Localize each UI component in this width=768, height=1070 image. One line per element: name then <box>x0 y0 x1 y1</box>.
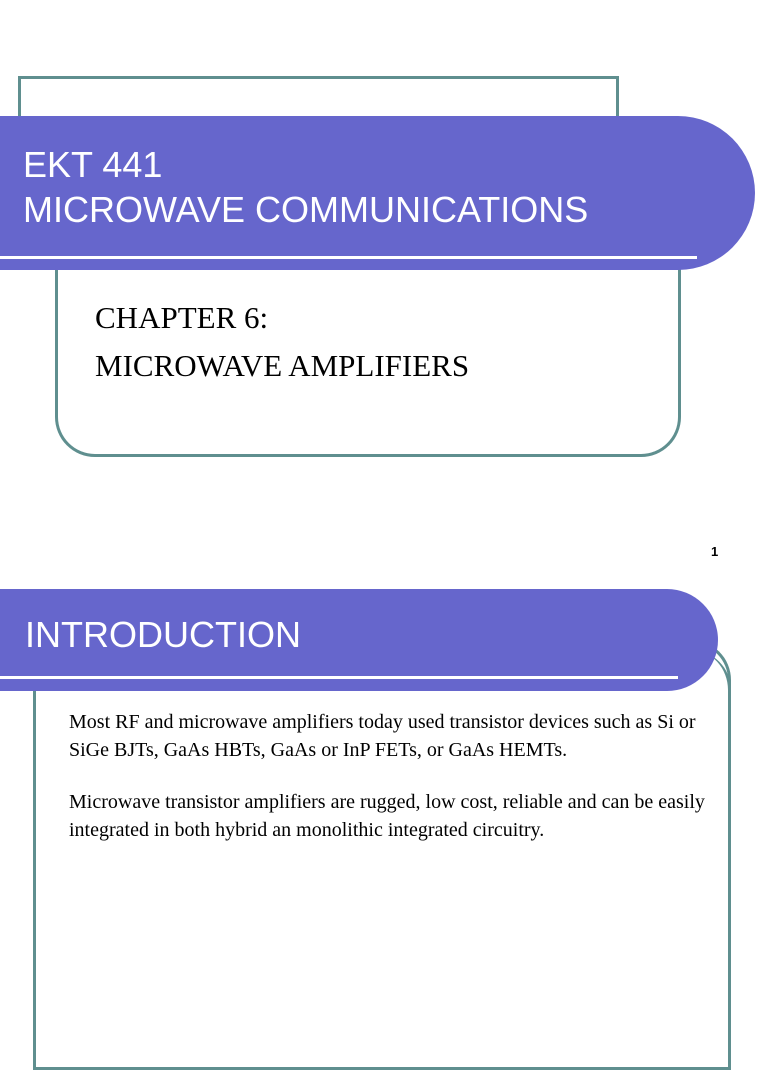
banner-underline <box>0 256 697 259</box>
chapter-number: CHAPTER 6: <box>95 300 269 335</box>
banner-underline <box>0 676 678 679</box>
course-name: MICROWAVE COMMUNICATIONS <box>23 189 589 230</box>
chapter-name: MICROWAVE AMPLIFIERS <box>95 348 470 383</box>
section-title: INTRODUCTION <box>25 614 301 655</box>
course-title <box>23 142 588 232</box>
body-text <box>69 708 709 868</box>
paragraph: Most RF and microwave amplifiers today used transistor devices such as Si or SiGe BJTs, GaAs HBTs, GaAs or InP FETs, or GaAs HEMTs. <box>69 711 696 761</box>
course-code: EKT 441 <box>23 144 163 185</box>
introduction-slide <box>0 580 768 1024</box>
chapter-subtitle <box>95 294 469 390</box>
page-number: 1 <box>711 544 719 559</box>
paragraph: Microwave transistor amplifiers are rugged, low cost, reliable and can be easily integrated in both hybrid an monolithic integrated circuitry. <box>69 791 705 841</box>
